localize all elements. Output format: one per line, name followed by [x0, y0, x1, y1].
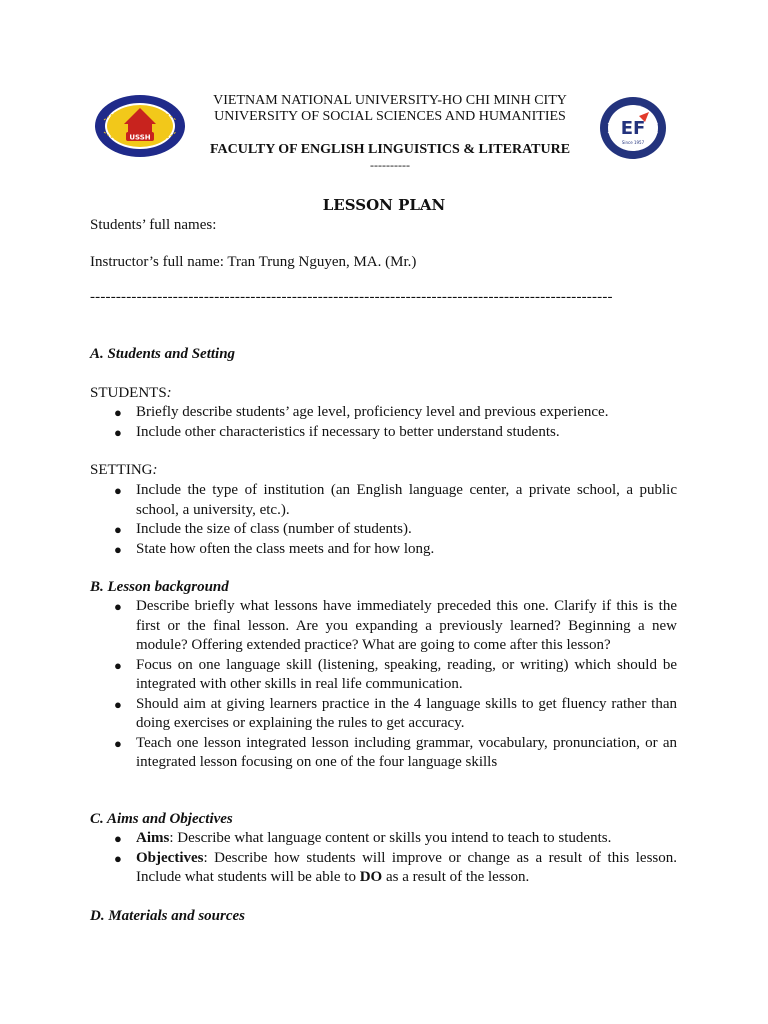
lesson-background-list	[90, 597, 677, 773]
students-label-colon: :	[166, 385, 172, 401]
university-name-line-2: UNIVERSITY OF SOCIAL SCIENCES AND HUMANITIES	[214, 109, 566, 124]
faculty-logo-text: EF	[620, 118, 646, 139]
list-item-text: Should aim at giving learners practice in the 4 language skills to get fluency rather than doing exercises or explaining the rules to get accuracy.	[136, 695, 677, 731]
list-item	[90, 597, 677, 656]
section-b-heading: B. Lesson background	[90, 579, 229, 595]
ussh-logo	[94, 94, 186, 158]
students-label-text: STUDENTS	[90, 385, 167, 401]
bullet-icon: ●	[114, 657, 122, 673]
ussh-logo-text: USSH	[129, 133, 151, 142]
list-item	[90, 520, 677, 540]
objectives-do: DO	[359, 869, 383, 885]
bullet-icon: ●	[114, 541, 122, 557]
setting-list	[90, 481, 677, 559]
objectives-text: : Describe how students will improve or change as a result of this lesson. Include what students will be able to	[136, 849, 677, 885]
objectives-label: Objectives	[136, 849, 204, 866]
students-names-label: Students’ full names:	[90, 217, 217, 233]
section-c-heading: C. Aims and Objectives	[90, 811, 233, 827]
aims-objectives-list	[90, 829, 677, 888]
bullet-icon: ●	[114, 696, 122, 712]
separator-line: -----------------------------------------------------------------------------------------------------	[90, 289, 613, 305]
list-item	[90, 849, 677, 888]
list-item	[90, 540, 677, 560]
bullet-icon: ●	[114, 735, 122, 751]
list-item-text: Briefly describe students’ age level, proficiency level and previous experience.	[136, 404, 609, 420]
list-item-text: Include the size of class (number of students).	[136, 521, 412, 537]
section-a-heading: A. Students and Setting	[90, 346, 236, 362]
setting-label-text: SETTING	[90, 462, 153, 478]
list-item	[90, 829, 677, 849]
setting-label	[90, 461, 158, 481]
list-item-text: Focus on one language skill (listening, speaking, reading, or writing) which should be integrated with other skills in real life communication.	[136, 656, 677, 692]
list-item	[90, 481, 677, 520]
section-d-heading: D. Materials and sources	[90, 908, 246, 924]
faculty-logo-since: Since 1957	[621, 140, 645, 145]
bullet-icon: ●	[114, 405, 122, 420]
list-item	[90, 423, 677, 443]
faculty-name: FACULTY OF ENGLISH LINGUISTICS & LITERATURE	[209, 142, 571, 157]
list-item-text: Include other characteristics if necessary to better understand students.	[136, 423, 560, 440]
university-name-line-1: VIETNAM NATIONAL UNIVERSITY-HO CHI MINH CITY	[213, 93, 567, 108]
students-list	[90, 403, 677, 442]
list-item	[90, 695, 677, 734]
objectives-text-end: as a result of the lesson.	[382, 869, 530, 885]
faculty-logo	[599, 96, 667, 160]
bullet-icon: ●	[114, 522, 122, 537]
instructor-name: Instructor’s full name: Tran Trung Nguyen, MA. (Mr.)	[90, 254, 417, 270]
bullet-icon: ●	[114, 483, 122, 498]
setting-label-colon: :	[152, 462, 158, 478]
page-title: LESSON PLAN	[322, 196, 446, 214]
list-item	[90, 403, 677, 423]
list-item-text: Include the type of institution (an English language center, a private school, a public school, a university, etc.).	[136, 482, 677, 518]
aims-label: Aims	[136, 830, 170, 846]
aims-text: : Describe what language content or skills you intend to teach to students.	[169, 830, 612, 846]
list-item	[90, 656, 677, 695]
bullet-icon: ●	[114, 850, 122, 866]
list-item-text: Teach one lesson integrated lesson including grammar, vocabulary, pronunciation, or an integrated lesson focusing on one of the four language skills	[136, 734, 677, 770]
list-item-text: Describe briefly what lessons have immediately preceded this one. Clarify if this is the first or the final lesson. Are you expanding a previously learned? Beginning a new module? Offering extended practice? What are going to come after this lesson?	[136, 598, 677, 653]
list-item	[90, 734, 677, 773]
bullet-icon: ●	[114, 424, 122, 440]
bullet-icon: ●	[114, 831, 122, 846]
header-divider: ----------	[370, 158, 410, 172]
bullet-icon: ●	[114, 599, 122, 614]
list-item-text: State how often the class meets and for how long.	[136, 540, 435, 557]
students-label	[90, 384, 172, 404]
